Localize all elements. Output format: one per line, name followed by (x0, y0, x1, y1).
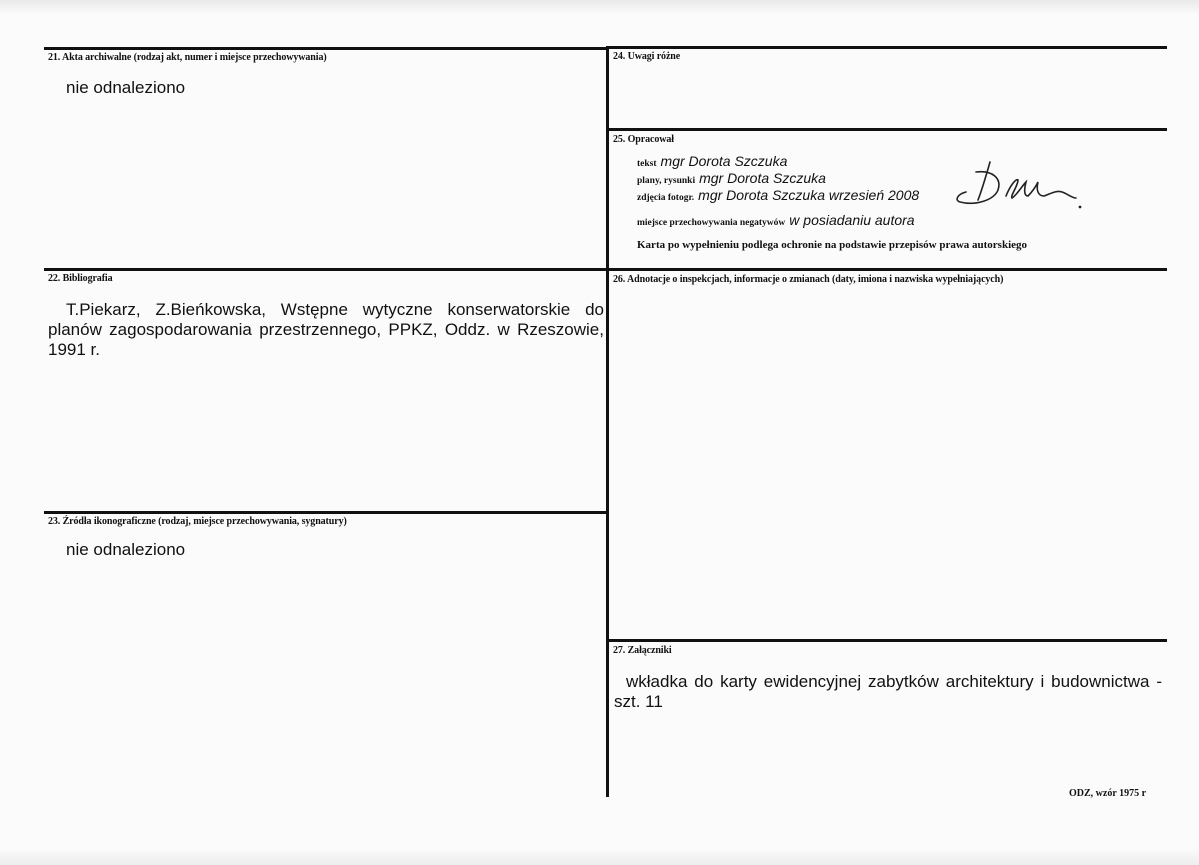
s27-value (614, 672, 1162, 712)
s25-tekst-row (637, 153, 787, 171)
s25-plany-value: mgr Dorota Szczuka (699, 170, 826, 186)
rule-s23 (44, 511, 609, 514)
s25-copyright-notice: Karta po wypełnieniu podlega ochronie na podstawie przepisów prawa autorskiego (637, 239, 1028, 251)
s25-tekst-value: mgr Dorota Szczuka (660, 153, 788, 169)
rule-s27 (606, 639, 1167, 642)
s25-negatywy-label: miejsce przechowywania negatywów (637, 218, 786, 228)
s25-label: 25. Opracował (613, 134, 674, 145)
s25-zdjecia-label: zdjęcia fotogr. (637, 193, 695, 203)
form-footer: ODZ, wzór 1975 r (1069, 788, 1147, 799)
rule-s22 (44, 268, 609, 271)
scan-edge-bottom (0, 848, 1199, 865)
s23-value: nie odnaleziono (66, 540, 186, 559)
s25-plany-label: plany, rysunki (637, 176, 696, 186)
center-divider (606, 46, 609, 797)
s24-label: 24. Uwagi różne (613, 51, 681, 62)
signature-icon (952, 156, 1092, 216)
rule-top-right (606, 46, 1167, 49)
scan-edge-top (0, 0, 1199, 14)
s25-negatywy-row (637, 212, 915, 230)
s22-label: 22. Bibliografia (48, 273, 113, 284)
s27-text: wkładka do karty ewidencyjnej zabytków architektury i budownictwa - szt. 11 (614, 672, 1162, 711)
s25-tekst-label: tekst (637, 159, 657, 169)
s23-label: 23. Źródła ikonograficzne (rodzaj, miejsce przechowywania, sygnatury) (48, 516, 347, 527)
s25-zdjecia-row (637, 187, 919, 205)
s21-value: nie odnaleziono (66, 78, 186, 97)
s22-text: T.Piekarz, Z.Bieńkowska, Wstępne wytyczne konserwatorskie do planów zagospodarowania przestrzennego, PPKZ, Oddz. w Rzeszowie, 1991 r. (48, 300, 604, 359)
s25-negatywy-value: w posiadaniu autora (789, 212, 915, 228)
rule-s25 (606, 128, 1167, 131)
s21-label: 21. Akta archiwalne (rodzaj akt, numer i miejsce przechowywania) (48, 52, 327, 63)
rule-s26 (606, 268, 1167, 271)
s22-value (48, 300, 604, 360)
s25-plany-row (637, 170, 826, 188)
rule-top-left (44, 47, 609, 50)
s27-label: 27. Załączniki (613, 645, 672, 656)
s25-zdjecia-value: mgr Dorota Szczuka wrzesień 2008 (698, 187, 920, 203)
s26-label: 26. Adnotacje o inspekcjach, informacje o zmianach (daty, imiona i nazwiska wypełniających) (613, 274, 1004, 285)
